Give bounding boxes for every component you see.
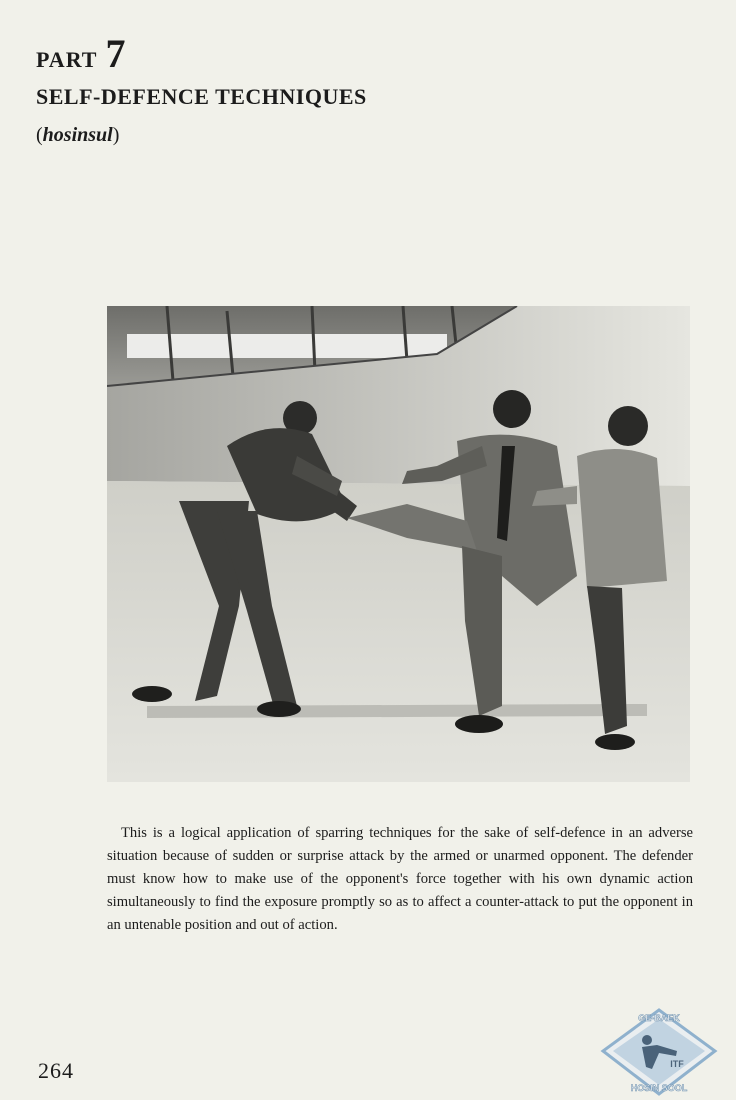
subtitle-close-paren: ) (112, 124, 120, 146)
body-paragraph: This is a logical application of sparring techniques for the sake of self-defence in an adverse situation because of sudden or surprise attack by the armed or unarmed opponent. The defender must know how to make use of the opponent's force together with his own dynamic action simultaneously to find the exposure promptly so as to affect a counter-attack to put the opponent in an untenable position and out of action. (107, 825, 693, 933)
self-defence-photo (107, 306, 690, 782)
part-heading (36, 30, 125, 77)
subtitle-term: hosinsul (42, 124, 113, 146)
gebaek-hosin-sool-logo (597, 1007, 721, 1097)
section-title: SELF-DEFENCE TECHNIQUES (36, 84, 367, 109)
subtitle-open-paren: ( (36, 124, 43, 146)
logo-top-text: GE-BAEK (638, 1013, 680, 1023)
page-number: 264 (38, 1058, 74, 1083)
logo-bottom-text: HOSIN SOOL (630, 1083, 688, 1093)
part-label: PART (36, 47, 98, 72)
section-subtitle (36, 124, 119, 147)
logo-badge-text: ITF (670, 1059, 684, 1069)
part-number: 7 (105, 31, 126, 76)
